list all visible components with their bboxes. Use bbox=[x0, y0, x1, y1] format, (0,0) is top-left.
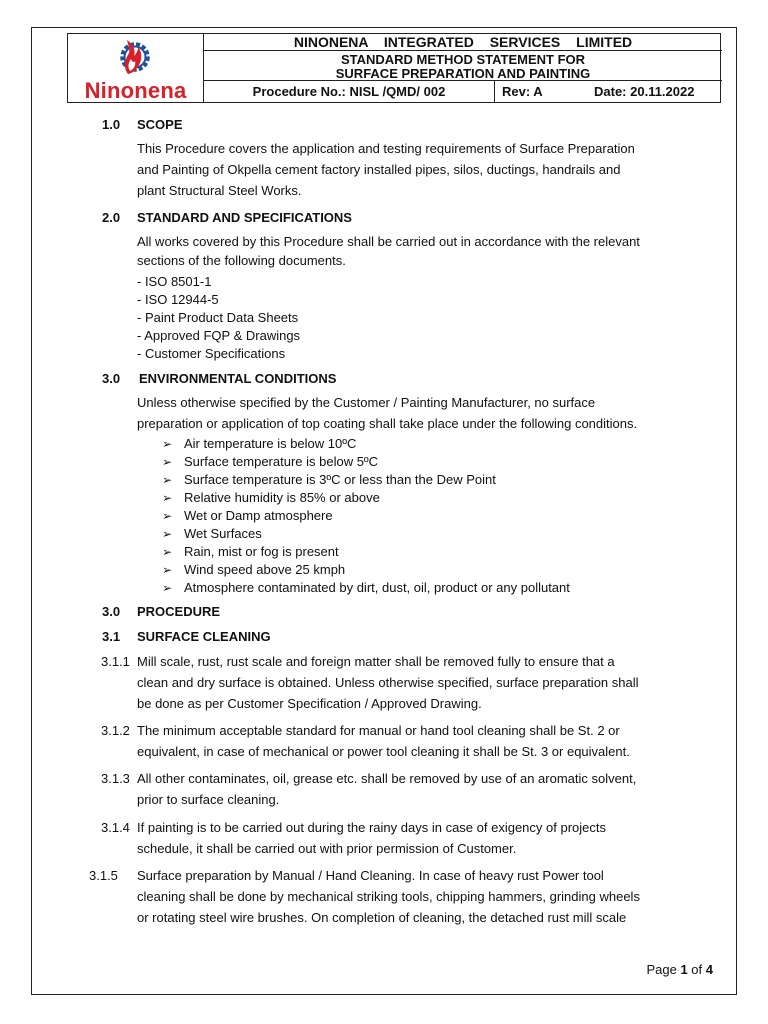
flame-gear-icon bbox=[114, 38, 154, 76]
condition-item: Relative humidity is 85% or above bbox=[184, 490, 380, 505]
condition-item: Atmosphere contaminated by dirt, dust, oil, product or any pollutant bbox=[184, 580, 570, 595]
condition-item: Rain, mist or fog is present bbox=[184, 544, 339, 559]
item-paragraph-line: Mill scale, rust, rust scale and foreign matter shall be removed fully to ensure that a bbox=[137, 654, 615, 669]
item-paragraph-line: All other contaminates, oil, grease etc. shall be removed by use of an aromatic solvent, bbox=[137, 771, 637, 786]
document-list-item: - Approved FQP & Drawings bbox=[137, 328, 301, 343]
item-number: 3.1.5 bbox=[89, 868, 118, 883]
item-paragraph-line: equivalent, in case of mechanical or power tool cleaning it shall be St. 3 or equivalent. bbox=[137, 744, 630, 759]
procedure-info-row bbox=[204, 81, 722, 102]
arrow-bullet-icon: ➢ bbox=[162, 545, 173, 559]
item-paragraph-line: prior to surface cleaning. bbox=[137, 792, 280, 807]
current-page: 1 bbox=[680, 962, 688, 977]
item-number: 3.1.2 bbox=[101, 723, 130, 738]
condition-item: Wet or Damp atmosphere bbox=[184, 508, 333, 523]
procedure-number: Procedure No.: NISL /QMD/ 002 bbox=[204, 81, 495, 102]
item-paragraph-line: clean and dry surface is obtained. Unless otherwise specified, surface preparation shall bbox=[137, 675, 639, 690]
section-number: 3.1 bbox=[102, 629, 121, 644]
paragraph-line: All works covered by this Procedure shall be carried out in accordance with the relevant bbox=[137, 234, 640, 249]
item-number: 3.1.1 bbox=[101, 654, 130, 669]
paragraph-line: and Painting of Okpella cement factory installed pipes, silos, ductings, handrails and bbox=[137, 162, 621, 177]
document-list-item: - ISO 8501-1 bbox=[137, 274, 212, 289]
document-list-item: - Paint Product Data Sheets bbox=[137, 310, 299, 325]
condition-item: Air temperature is below 10ºC bbox=[184, 436, 357, 451]
section-number: 1.0 bbox=[102, 117, 121, 132]
document-title-line2: SURFACE PREPARATION AND PAINTING bbox=[335, 66, 591, 81]
item-paragraph-line: be done as per Customer Specification / Approved Drawing. bbox=[137, 696, 482, 711]
document-title bbox=[204, 51, 722, 81]
arrow-bullet-icon: ➢ bbox=[162, 581, 173, 595]
item-paragraph-line: The minimum acceptable standard for manual or hand tool cleaning shall be St. 2 or bbox=[137, 723, 620, 738]
arrow-bullet-icon: ➢ bbox=[162, 563, 173, 577]
page-prefix: Page bbox=[646, 962, 681, 977]
item-paragraph-line: schedule, it shall be carried out with prior permission of Customer. bbox=[137, 841, 517, 856]
condition-item: Surface temperature is 3ºC or less than the Dew Point bbox=[184, 472, 496, 487]
item-paragraph-line: or rotating steel wire brushes. On completion of cleaning, the detached rust mill scale bbox=[137, 910, 627, 925]
paragraph-line: sections of the following documents. bbox=[137, 253, 346, 268]
logo-text: Ninonena bbox=[84, 78, 187, 103]
revision: Rev: A bbox=[502, 84, 543, 99]
section-heading: SURFACE CLEANING bbox=[137, 629, 271, 644]
page-number bbox=[646, 962, 713, 977]
section-number: 2.0 bbox=[102, 210, 121, 225]
arrow-bullet-icon: ➢ bbox=[162, 491, 173, 505]
item-number: 3.1.4 bbox=[101, 820, 130, 835]
company-name: NINONENA INTEGRATED SERVICES LIMITED bbox=[204, 34, 722, 51]
condition-item: Wind speed above 25 kmph bbox=[184, 562, 346, 577]
section-heading: ENVIRONMENTAL CONDITIONS bbox=[139, 371, 337, 386]
arrow-bullet-icon: ➢ bbox=[162, 509, 173, 523]
paragraph-line: This Procedure covers the application and testing requirements of Surface Preparation bbox=[137, 141, 635, 156]
item-paragraph-line: cleaning shall be done by mechanical striking tools, chipping hammers, grinding wheels bbox=[137, 889, 640, 904]
document-header bbox=[67, 33, 721, 103]
item-paragraph-line: If painting is to be carried out during the rainy days in case of exigency of projects bbox=[137, 820, 606, 835]
section-number: 3.0 bbox=[102, 371, 121, 386]
section-heading: PROCEDURE bbox=[137, 604, 221, 619]
condition-item: Wet Surfaces bbox=[184, 526, 262, 541]
document-title-line1: STANDARD METHOD STATEMENT FOR bbox=[340, 52, 586, 67]
section-number: 3.0 bbox=[102, 604, 121, 619]
arrow-bullet-icon: ➢ bbox=[162, 455, 173, 469]
item-number: 3.1.3 bbox=[101, 771, 130, 786]
item-paragraph-line: Surface preparation by Manual / Hand Cleaning. In case of heavy rust Power tool bbox=[137, 868, 604, 883]
section-heading: SCOPE bbox=[137, 117, 183, 132]
section-heading: STANDARD AND SPECIFICATIONS bbox=[137, 210, 352, 225]
page-of: of bbox=[687, 962, 706, 977]
document-list-item: - Customer Specifications bbox=[137, 346, 286, 361]
paragraph-line: preparation or application of top coating shall take place under the following conditions. bbox=[137, 416, 638, 431]
arrow-bullet-icon: ➢ bbox=[162, 437, 173, 451]
arrow-bullet-icon: ➢ bbox=[162, 527, 173, 541]
arrow-bullet-icon: ➢ bbox=[162, 473, 173, 487]
paragraph-line: plant Structural Steel Works. bbox=[137, 183, 302, 198]
document-list-item: - ISO 12944-5 bbox=[137, 292, 219, 307]
issue-date: Date: 20.11.2022 bbox=[594, 84, 695, 99]
total-pages: 4 bbox=[705, 962, 713, 977]
logo-cell bbox=[68, 34, 204, 102]
paragraph-line: Unless otherwise specified by the Customer / Painting Manufacturer, no surface bbox=[137, 395, 596, 410]
condition-item: Surface temperature is below 5ºC bbox=[184, 454, 379, 469]
